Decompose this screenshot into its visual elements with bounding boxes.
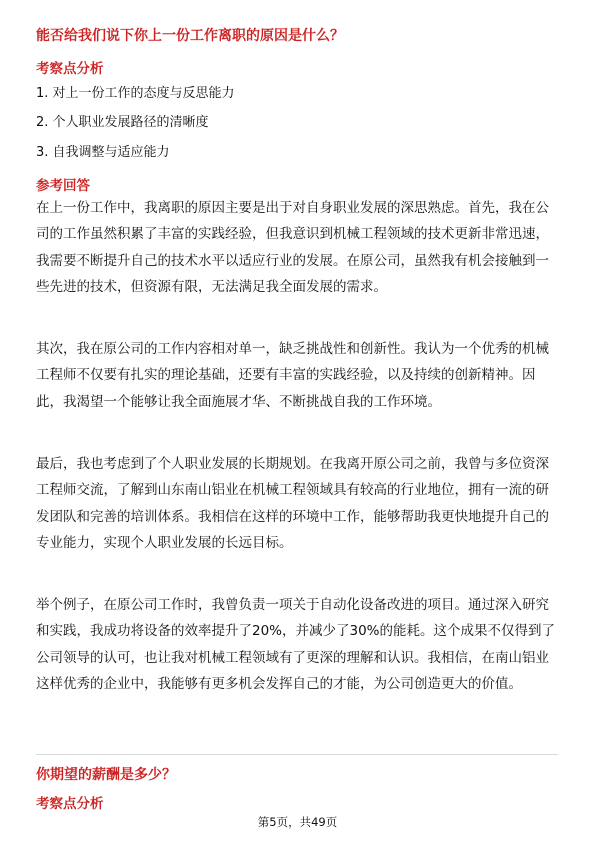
answer-paragraph: 其次，我在原公司的工作内容相对单一，缺乏挑战性和创新性。我认为一个优秀的机械工程师不仅要有扎实的理论基础，还要有丰富的实践经验，以及持续的创新精神。因此，我渴望一个能够让我全面施展才华、不断挑战自我的工作环境。 xyxy=(36,341,549,410)
answer-paragraph: 在上一份工作中，我离职的原因主要是出于对自身职业发展的深思熟虑。首先，我在公司的工作虽然积累了丰富的实践经验，但我意识到机械工程领域的技术更新非常迅速，我需要不断提升自己的技术水平以适应行业的发展。在原公司，虽然我有机会接触到一些先进的技术，但资源有限，无法满足我全面发展的需求。 xyxy=(36,200,549,296)
analysis-point: 2. 个人职业发展路径的清晰度 xyxy=(36,115,209,130)
analysis-point: 1. 对上一份工作的态度与反思能力 xyxy=(36,86,235,101)
analysis-point: 3. 自我调整与适应能力 xyxy=(36,145,170,160)
analysis-heading: 考察点分析 xyxy=(36,796,104,812)
question-title: 能否给我们说下你上一份工作离职的原因是什么？ xyxy=(36,28,344,44)
section-divider xyxy=(36,754,558,755)
page-number: 第5页，共49页 xyxy=(257,815,338,829)
answer-heading: 参考回答 xyxy=(36,178,90,194)
question-title: 你期望的薪酬是多少？ xyxy=(36,767,176,783)
analysis-heading: 考察点分析 xyxy=(36,61,104,77)
answer-paragraph: 最后，我也考虑到了个人职业发展的长期规划。在我离开原公司之前，我曾与多位资深工程师交流，了解到山东南山铝业在机械工程领域具有较高的行业地位，拥有一流的研发团队和完善的培训体系。我相信在这样的环境中工作，能够帮助我更快地提升自己的专业能力，实现个人职业发展的长远目标。 xyxy=(36,456,549,552)
answer-paragraph: 举个例子，在原公司工作时，我曾负责一项关于自动化设备改进的项目。通过深入研究和实践，我成功将设备的效率提升了20%，并减少了30%的能耗。这个成果不仅得到了公司领导的认可，也让我对机械工程领域有了更深的理解和认识。我相信，在南山铝业这样优秀的企业中，我能够有更多机会发挥自己的才能，为公司创造更大的价值。 xyxy=(36,597,556,693)
